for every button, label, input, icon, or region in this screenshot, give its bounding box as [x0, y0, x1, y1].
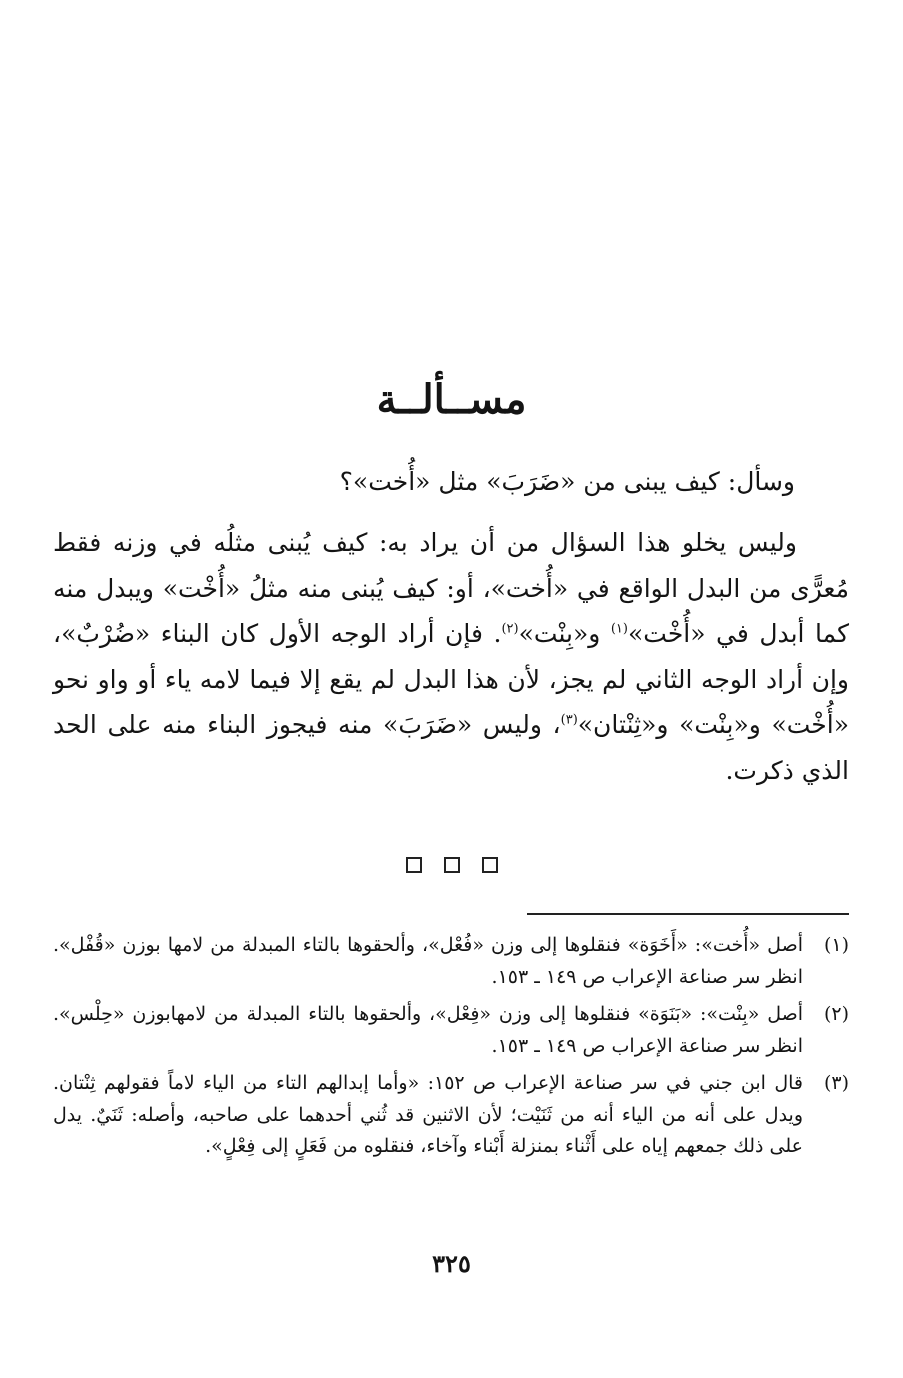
body-paragraph — [53, 520, 849, 793]
footnote-number: (٢) — [823, 1003, 849, 1025]
square-icon — [444, 857, 460, 873]
section-separator — [0, 857, 903, 873]
footnote-number: (١) — [823, 934, 849, 956]
section-title: مســألــة — [376, 376, 527, 423]
footnote-2 — [53, 999, 849, 1062]
question-line: وسأل: كيف يبنى من «ضَرَبَ» مثل «أُخت»؟ — [339, 467, 795, 496]
footnote-1 — [53, 930, 849, 993]
square-icon — [482, 857, 498, 873]
page-number: ٣٢٥ — [432, 1249, 471, 1278]
footnote-text: أصل «أُخت»: «أَخَوَة» فنقلوها إلى وزن «فُعْل»، وألحقوها بالتاء المبدلة من لامها بوزن «قُفْل». انظر سر صناعة الإعراب ص ١٤٩ ـ ١٥٣. — [53, 934, 803, 988]
square-icon — [406, 857, 422, 873]
footnote-text: أصل «بِنْت»: «بَنَوَة» فنقلوها إلى وزن «فِعْل»، وألحقوها بالتاء المبدلة من لامهابوزن «حِلْس». انظر سر صناعة الإعراب ص ١٤٩ ـ ١٥٣. — [53, 1003, 803, 1057]
footnote-ref-1: (١) — [610, 621, 628, 637]
footnotes — [53, 930, 849, 1169]
footnote-text: قال ابن جني في سر صناعة الإعراب ص ١٥٢: «وأما إبدالهم التاء من الياء لاماً فقولهم ثِنْتان. ويدل على أنه من الياء أنه من ثَنَيْت؛ لأن الاثنين قد ثُني أحدهما على صاحبه، وأصله: ثَنَيٌ. يدل على ذلك جمعهم إياه على أَثْناء بمنزلة أَبْناء وآخاء، فنقلوه من فَعَلٍ إلى فِعْلٍ». — [53, 1072, 803, 1157]
footnote-ref-2: (٢) — [501, 621, 519, 637]
footnote-divider — [527, 913, 849, 915]
footnote-ref-3: (٣) — [560, 712, 578, 728]
paragraph-text-4: ، وليس «ضَرَبَ» منه فيجوز البناء منه على الحد الذي ذكرت. — [53, 710, 849, 785]
paragraph-text-3: . فإن أراد الوجه الأول كان البناء «ضُرْبٌ»، وإن أراد الوجه الثاني لم يجز، لأن هذا البدل لم يقع إلا فيما لامه ياء أو واو نحو «أُخْت» و«بِنْت» و«ثِنْتان» — [53, 619, 849, 739]
footnote-number: (٣) — [823, 1072, 849, 1094]
paragraph-text-2: و«بِنْت» — [518, 619, 611, 648]
footnote-3 — [53, 1068, 849, 1163]
paragraph-text-1: وليس يخلو هذا السؤال من أن يراد به: كيف يُبنى مثلُه في وزنه فقط مُعرًّى من البدل الواقع في «أُخت»، أو: كيف يُبنى منه مثلُ «أُخْت» ويبدل منه كما أبدل في «أُخْت» — [53, 528, 849, 648]
